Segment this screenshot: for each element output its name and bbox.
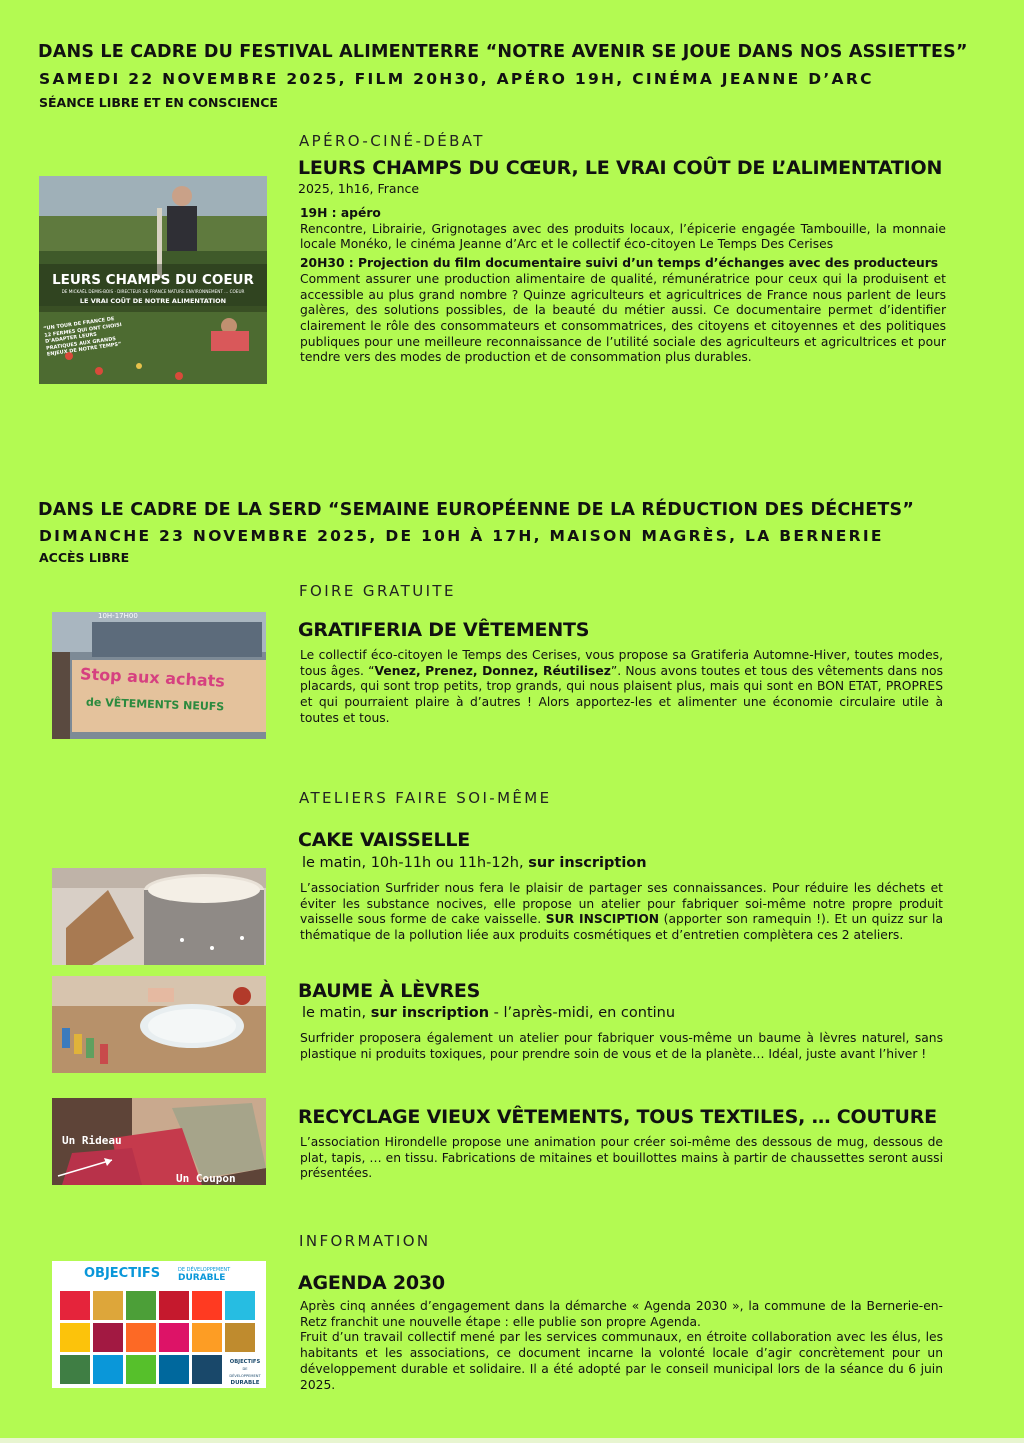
baume-schedule-end: - l’après-midi, en continu <box>489 1005 676 1021</box>
odd-badge-line3: DURABLE <box>230 1380 260 1386</box>
recyclage-photo-label1: Un Rideau <box>62 1134 122 1147</box>
ateliers-category: ATELIERS FAIRE SOI-MÊME <box>299 789 552 807</box>
recyclage-photo-label2: Un Coupon <box>176 1172 236 1185</box>
agenda-text <box>300 1299 943 1393</box>
gratiferia-text-end: ”. Nous avons toutes et tous des vêtements dans nos placards, qui sont trop petits, trop grands, qui nous plaisent plus, mais qui sont en BON ETAT, PROPRES et qui pourraient plaire à d’autres ! Alors apportez-les et alimenter une économie circulaire utile à toutes et tous. <box>300 663 943 725</box>
baume-schedule-registration: sur inscription <box>370 1005 490 1021</box>
gratiferia-sign-line2: de VÊTEMENTS NEUFS <box>85 695 225 714</box>
poster-subtitle: LE VRAI COÛT DE NOTRE ALIMENTATION <box>79 297 227 305</box>
cake-text-bold: SUR INSCIPTION <box>545 912 660 927</box>
odd-title-durable: DURABLE <box>178 1273 226 1283</box>
section1-date-line: SAMEDI 22 NOVEMBRE 2025, FILM 20H30, APÉRO 19H, CINÉMA JEANNE D’ARC <box>39 70 874 88</box>
recyclage-title: RECYCLAGE VIEUX VÊTEMENTS, TOUS TEXTILES, … COUTURE <box>298 1106 937 1128</box>
gratiferia-photo-banner: 10H-17H00 <box>98 612 138 620</box>
odd-badge-line2: DE DÉVELOPPEMENT <box>229 1367 261 1378</box>
poster-credits: DE MICKAËL DEMIS-BOIS · DIRECTEUR DE FRANCE NATURE ENVIRONNEMENT ... COEUR <box>61 289 245 294</box>
gratiferia-sign-line1: Stop aux achats <box>79 664 226 691</box>
baume-levres-schedule <box>302 1005 675 1021</box>
agenda-title: AGENDA 2030 <box>298 1272 445 1294</box>
gratiferia-text-bold: Venez, Prenez, Donnez, Réutilisez <box>374 663 611 678</box>
film-title: LEURS CHAMPS DU CŒUR, LE VRAI COÛT DE L’ALIMENTATION <box>298 157 943 179</box>
cake-schedule-text: le matin, 10h-11h ou 11h-12h, <box>302 855 529 871</box>
poster-tagline: “UN TOUR DE FRANCE DE 12 FERMES QUI ONT CHOISI D’ADAPTER LEURS PRATIQUES AUX GRANDS ENJEUX DE NOTRE TEMPS” <box>43 316 123 358</box>
apero-label: 19H : apéro <box>300 206 381 220</box>
odd-title-small: DE DÉVELOPPEMENT <box>178 1267 231 1273</box>
section2-access-note: ACCÈS LIBRE <box>39 550 130 565</box>
recyclage-text <box>300 1135 943 1182</box>
projection-text: Comment assurer une production alimentaire de qualité, rémunératrice pour ceux qui la produisent et accessible au plus grand nombre ? Quinze agriculteurs et agricultrices de France nous parlent de leurs galères, des solutions possibles, de la beauté du métier aussi. Ce documentaire permet d’identifier clairement le rôle des consommateurs et consommatrices, des citoyens et citoyennes et des politiques publiques pour une meilleure reconnaissance de l’utilité sociale des agriculteurs et agricultrices et pour tendre vers des modes de production et de consommation plus durables. <box>300 271 946 365</box>
cake-vaisselle-schedule <box>302 855 647 871</box>
baume-text-content: Surfrider proposera également un atelier pour fabriquer vous-même un baume à lèvres naturel, sans plastique ni produits toxiques, pour prendre soin de vous et de la planète… Idéal, juste avant l’hiver ! <box>300 1031 943 1061</box>
baume-levres-title: BAUME À LÈVRES <box>298 980 481 1002</box>
film-category: APÉRO-CINÉ-DÉBAT <box>299 132 485 150</box>
agenda-text-paragraph1: Après cinq années d’engagement dans la démarche « Agenda 2030 », la commune de la Bernerie-en-Retz franchit une nouvelle étape : elle publie son propre Agenda. <box>300 1299 943 1329</box>
recyclage-photo <box>52 1098 266 1185</box>
baume-levres-photo <box>52 976 266 1073</box>
cake-schedule-registration: sur inscription <box>528 855 647 871</box>
baume-levres-text <box>300 1031 943 1062</box>
section1-heading: DANS LE CADRE DU FESTIVAL ALIMENTERRE “NOTRE AVENIR SE JOUE DANS NOS ASSIETTES” <box>38 42 968 62</box>
gratiferia-text-start: Le collectif éco-citoyen le Temps des Cerises, vous propose sa Gratiferia Automne-Hiver, toutes modes, tous âges. “ <box>300 648 943 678</box>
odd-badge <box>228 1359 262 1387</box>
poster-title: LEURS CHAMPS DU COEUR <box>52 272 254 288</box>
gratiferia-photo <box>52 612 266 739</box>
film-meta: 2025, 1h16, France <box>298 181 420 196</box>
cake-vaisselle-title: CAKE VAISSELLE <box>298 829 471 851</box>
cake-vaisselle-text <box>300 881 943 944</box>
gratiferia-text <box>300 648 943 727</box>
section1-access-note: SÉANCE LIBRE ET EN CONSCIENCE <box>39 95 278 110</box>
cake-text-start: L’association Surfrider nous fera le plaisir de partager ses connaissances. Pour réduire les déchets et éviter les substance nocives, elle propose un atelier pour fabriquer soi-même notre propre produit vaisselle sous forme de cake vaisselle. <box>300 881 943 927</box>
page-bottom-border <box>0 1438 1024 1443</box>
cake-vaisselle-photo <box>52 868 266 965</box>
projection-label: 20H30 : Projection du film documentaire suivi d’un temps d’échanges avec des producteurs <box>300 256 939 271</box>
recyclage-text-content: L’association Hirondelle propose une animation pour créer soi-même des dessous de mug, dessous de plat, tapis, … en tissu. Fabrications de mitaines et bouillottes mains à partir de chaussettes seront aussi présentées. <box>300 1135 943 1181</box>
film-poster <box>39 176 267 384</box>
cake-text-end: (apporter son ramequin !). Et un quizz sur la thématique de la pollution liée aux produits cosmétiques et d’entretien complètera ces 2 ateliers. <box>300 912 943 943</box>
odd-objectifs-image <box>52 1261 266 1388</box>
information-category: INFORMATION <box>299 1232 431 1250</box>
agenda-text-paragraph2: Fruit d’un travail collectif mené par les services communaux, en étroite collaboration avec les élus, les habitants et les associations, ce document incarne la volonté locale d’agir concrètement pour un développement durable et solidaire. Il a été adopté par le conseil municipal lors de la séance du 6 juin 2025. <box>300 1330 943 1392</box>
film-description <box>300 206 946 366</box>
odd-badge-line1: OBJECTIFS <box>229 1359 261 1365</box>
gratiferia-title: GRATIFERIA DE VÊTEMENTS <box>298 619 590 641</box>
baume-schedule-start: le matin, <box>302 1005 371 1021</box>
section2-date-line: DIMANCHE 23 NOVEMBRE 2025, DE 10H À 17H, MAISON MAGRÈS, LA BERNERIE <box>39 527 884 545</box>
section2-heading: DANS LE CADRE DE LA SERD “SEMAINE EUROPÉENNE DE LA RÉDUCTION DES DÉCHETS” <box>38 500 915 520</box>
apero-text: Rencontre, Librairie, Grignotages avec des produits locaux, l’épicerie engagée Tambouille, la monnaie locale Monéko, le cinéma Jeanne d’Arc et le collectif éco-citoyen Le Temps Des Cerises <box>300 221 946 252</box>
foire-category: FOIRE GRATUITE <box>299 582 456 600</box>
odd-title-main: OBJECTIFS <box>84 1266 161 1281</box>
